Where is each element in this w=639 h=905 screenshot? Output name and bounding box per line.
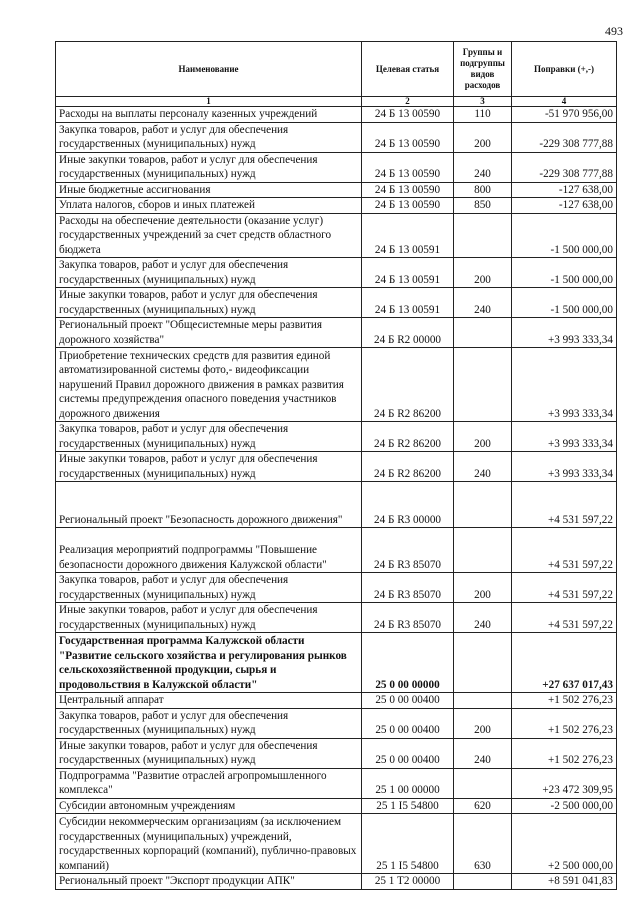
row-name-cell: Региональный проект "Экспорт продукции АПК" bbox=[56, 874, 362, 890]
table-row bbox=[56, 122, 617, 152]
row-name-cell: Субсидии некоммерческим организациям (за исключением государственных (муниципальных) учреждений, государственных корпораций (компаний), публично-правовых компаний) bbox=[56, 814, 362, 874]
table-row bbox=[56, 798, 617, 814]
row-amendment-cell: +23 472 309,95 bbox=[512, 768, 617, 798]
row-name-cell: Центральный аппарат bbox=[56, 693, 362, 709]
row-expense-group-cell bbox=[454, 213, 512, 258]
row-amendment-cell: +8 591 041,83 bbox=[512, 874, 617, 890]
row-name-cell: Иные закупки товаров, работ и услуг для обеспечения государственных (муниципальных) нужд bbox=[56, 738, 362, 768]
row-expense-group-cell: 240 bbox=[454, 452, 512, 482]
row-target-article-cell: 24 Б R3 85070 bbox=[362, 528, 454, 573]
row-target-article-cell: 24 Б 13 00591 bbox=[362, 258, 454, 288]
row-target-article-cell: 24 Б R3 85070 bbox=[362, 603, 454, 633]
row-expense-group-cell: 240 bbox=[454, 603, 512, 633]
row-target-article-cell: 24 Б 13 00591 bbox=[362, 213, 454, 258]
header-amendments: Поправки (+,-) bbox=[512, 42, 617, 97]
row-name-cell: Реализация мероприятий подпрограммы "Повышение безопасности дорожного движения Калужской области" bbox=[56, 528, 362, 573]
row-name-cell: Региональный проект "Безопасность дорожного движения" bbox=[56, 482, 362, 528]
row-name-cell: Закупка товаров, работ и услуг для обеспечения государственных (муниципальных) нужд bbox=[56, 258, 362, 288]
row-amendment-cell: +3 993 333,34 bbox=[512, 318, 617, 348]
row-target-article-cell: 25 0 00 00400 bbox=[362, 708, 454, 738]
table-row bbox=[56, 182, 617, 198]
header-name: Наименование bbox=[56, 42, 362, 97]
row-name-cell: Иные закупки товаров, работ и услуг для обеспечения государственных (муниципальных) нужд bbox=[56, 452, 362, 482]
row-target-article-cell: 25 0 00 00400 bbox=[362, 693, 454, 709]
row-expense-group-cell: 630 bbox=[454, 814, 512, 874]
column-number: 4 bbox=[512, 97, 617, 107]
row-name-cell: Иные закупки товаров, работ и услуг для обеспечения государственных (муниципальных) нужд bbox=[56, 603, 362, 633]
column-number: 2 bbox=[362, 97, 454, 107]
row-amendment-cell: -127 638,00 bbox=[512, 182, 617, 198]
row-expense-group-cell bbox=[454, 318, 512, 348]
row-name-cell: Закупка товаров, работ и услуг для обеспечения государственных (муниципальных) нужд bbox=[56, 708, 362, 738]
row-amendment-cell: -1 500 000,00 bbox=[512, 258, 617, 288]
table-row bbox=[56, 603, 617, 633]
row-name-cell: Государственная программа Калужской области "Развитие сельского хозяйства и регулирования рынков сельскохозяйственной продукции, сырья и продовольствия в Калужской области" bbox=[56, 633, 362, 693]
row-name-cell: Подпрограмма "Развитие отраслей агропромышленного комплекса" bbox=[56, 768, 362, 798]
budget-amendments-table bbox=[55, 41, 617, 890]
row-expense-group-cell: 200 bbox=[454, 573, 512, 603]
table-row bbox=[56, 814, 617, 874]
row-amendment-cell: +4 531 597,22 bbox=[512, 528, 617, 573]
row-target-article-cell: 25 1 I5 54800 bbox=[362, 798, 454, 814]
row-expense-group-cell bbox=[454, 528, 512, 573]
row-name-cell: Иные закупки товаров, работ и услуг для обеспечения государственных (муниципальных) нужд bbox=[56, 152, 362, 182]
header-expense-group: Группы и подгруппы видов расходов bbox=[454, 42, 512, 97]
row-target-article-cell: 25 0 00 00000 bbox=[362, 633, 454, 693]
row-expense-group-cell: 200 bbox=[454, 708, 512, 738]
row-expense-group-cell: 850 bbox=[454, 198, 512, 214]
row-amendment-cell: +4 531 597,22 bbox=[512, 603, 617, 633]
row-amendment-cell: +27 637 017,43 bbox=[512, 633, 617, 693]
row-amendment-cell: +1 502 276,23 bbox=[512, 693, 617, 709]
table-row bbox=[56, 633, 617, 693]
column-number: 1 bbox=[56, 97, 362, 107]
table-row bbox=[56, 708, 617, 738]
row-expense-group-cell bbox=[454, 874, 512, 890]
row-target-article-cell: 24 Б R2 00000 bbox=[362, 318, 454, 348]
row-target-article-cell: 24 Б 13 00590 bbox=[362, 122, 454, 152]
row-amendment-cell: +1 502 276,23 bbox=[512, 708, 617, 738]
row-target-article-cell: 25 0 00 00400 bbox=[362, 738, 454, 768]
row-target-article-cell: 24 Б R2 86200 bbox=[362, 452, 454, 482]
row-amendment-cell: -1 500 000,00 bbox=[512, 288, 617, 318]
row-name-cell: Расходы на обеспечение деятельности (оказание услуг) государственных учреждений за счет средств областного бюджета bbox=[56, 213, 362, 258]
row-target-article-cell: 24 Б 13 00590 bbox=[362, 107, 454, 123]
row-expense-group-cell bbox=[454, 633, 512, 693]
row-amendment-cell: -229 308 777,88 bbox=[512, 122, 617, 152]
table-row bbox=[56, 768, 617, 798]
table-body bbox=[56, 107, 617, 890]
table-row bbox=[56, 874, 617, 890]
row-name-cell: Закупка товаров, работ и услуг для обеспечения государственных (муниципальных) нужд bbox=[56, 422, 362, 452]
header-target-article: Целевая статья bbox=[362, 42, 454, 97]
row-amendment-cell: +3 993 333,34 bbox=[512, 422, 617, 452]
row-amendment-cell: +2 500 000,00 bbox=[512, 814, 617, 874]
row-expense-group-cell: 110 bbox=[454, 107, 512, 123]
page-number: 493 bbox=[605, 24, 623, 38]
table-row bbox=[56, 107, 617, 123]
table-row bbox=[56, 693, 617, 709]
table-row bbox=[56, 288, 617, 318]
row-expense-group-cell bbox=[454, 693, 512, 709]
row-name-cell: Субсидии автономным учреждениям bbox=[56, 798, 362, 814]
row-target-article-cell: 24 Б R2 86200 bbox=[362, 422, 454, 452]
row-expense-group-cell: 620 bbox=[454, 798, 512, 814]
row-expense-group-cell bbox=[454, 482, 512, 528]
table-row bbox=[56, 422, 617, 452]
row-amendment-cell: -2 500 000,00 bbox=[512, 798, 617, 814]
row-name-cell: Уплата налогов, сборов и иных платежей bbox=[56, 198, 362, 214]
row-target-article-cell: 24 Б 13 00590 bbox=[362, 152, 454, 182]
table-row bbox=[56, 348, 617, 422]
row-expense-group-cell: 200 bbox=[454, 258, 512, 288]
row-target-article-cell: 24 Б R2 86200 bbox=[362, 348, 454, 422]
row-expense-group-cell: 240 bbox=[454, 288, 512, 318]
table-row bbox=[56, 213, 617, 258]
table-row bbox=[56, 318, 617, 348]
row-amendment-cell: -229 308 777,88 bbox=[512, 152, 617, 182]
row-target-article-cell: 24 Б 13 00590 bbox=[362, 182, 454, 198]
column-number: 3 bbox=[454, 97, 512, 107]
row-amendment-cell: -1 500 000,00 bbox=[512, 213, 617, 258]
row-target-article-cell: 25 1 00 00000 bbox=[362, 768, 454, 798]
row-expense-group-cell bbox=[454, 348, 512, 422]
row-name-cell: Закупка товаров, работ и услуг для обеспечения государственных (муниципальных) нужд bbox=[56, 573, 362, 603]
row-amendment-cell: +4 531 597,22 bbox=[512, 482, 617, 528]
table-row bbox=[56, 152, 617, 182]
row-name-cell: Приобретение технических средств для развития единой автоматизированной системы фото,- видеофиксации нарушений Правил дорожного движения в рамках развития системы предупреждения опасного поведения участников дорожного движения bbox=[56, 348, 362, 422]
row-expense-group-cell: 240 bbox=[454, 152, 512, 182]
row-target-article-cell: 25 1 I5 54800 bbox=[362, 814, 454, 874]
row-amendment-cell: +3 993 333,34 bbox=[512, 348, 617, 422]
table-row bbox=[56, 482, 617, 528]
row-amendment-cell: -127 638,00 bbox=[512, 198, 617, 214]
row-target-article-cell: 25 1 T2 00000 bbox=[362, 874, 454, 890]
row-expense-group-cell: 240 bbox=[454, 738, 512, 768]
row-target-article-cell: 24 Б 13 00591 bbox=[362, 288, 454, 318]
row-name-cell: Закупка товаров, работ и услуг для обеспечения государственных (муниципальных) нужд bbox=[56, 122, 362, 152]
row-amendment-cell: +1 502 276,23 bbox=[512, 738, 617, 768]
row-name-cell: Расходы на выплаты персоналу казенных учреждений bbox=[56, 107, 362, 123]
row-amendment-cell: -51 970 956,00 bbox=[512, 107, 617, 123]
table-row bbox=[56, 738, 617, 768]
table-row bbox=[56, 198, 617, 214]
row-target-article-cell: 24 Б 13 00590 bbox=[362, 198, 454, 214]
table-row bbox=[56, 573, 617, 603]
row-amendment-cell: +4 531 597,22 bbox=[512, 573, 617, 603]
row-name-cell: Иные закупки товаров, работ и услуг для обеспечения государственных (муниципальных) нужд bbox=[56, 288, 362, 318]
table-row bbox=[56, 528, 617, 573]
row-expense-group-cell: 200 bbox=[454, 122, 512, 152]
row-name-cell: Иные бюджетные ассигнования bbox=[56, 182, 362, 198]
row-expense-group-cell bbox=[454, 768, 512, 798]
table-row bbox=[56, 258, 617, 288]
row-amendment-cell: +3 993 333,34 bbox=[512, 452, 617, 482]
row-expense-group-cell: 800 bbox=[454, 182, 512, 198]
row-name-cell: Региональный проект "Общесистемные меры развития дорожного хозяйства" bbox=[56, 318, 362, 348]
row-expense-group-cell: 200 bbox=[454, 422, 512, 452]
row-target-article-cell: 24 Б R3 85070 bbox=[362, 573, 454, 603]
table-row bbox=[56, 452, 617, 482]
row-target-article-cell: 24 Б R3 00000 bbox=[362, 482, 454, 528]
